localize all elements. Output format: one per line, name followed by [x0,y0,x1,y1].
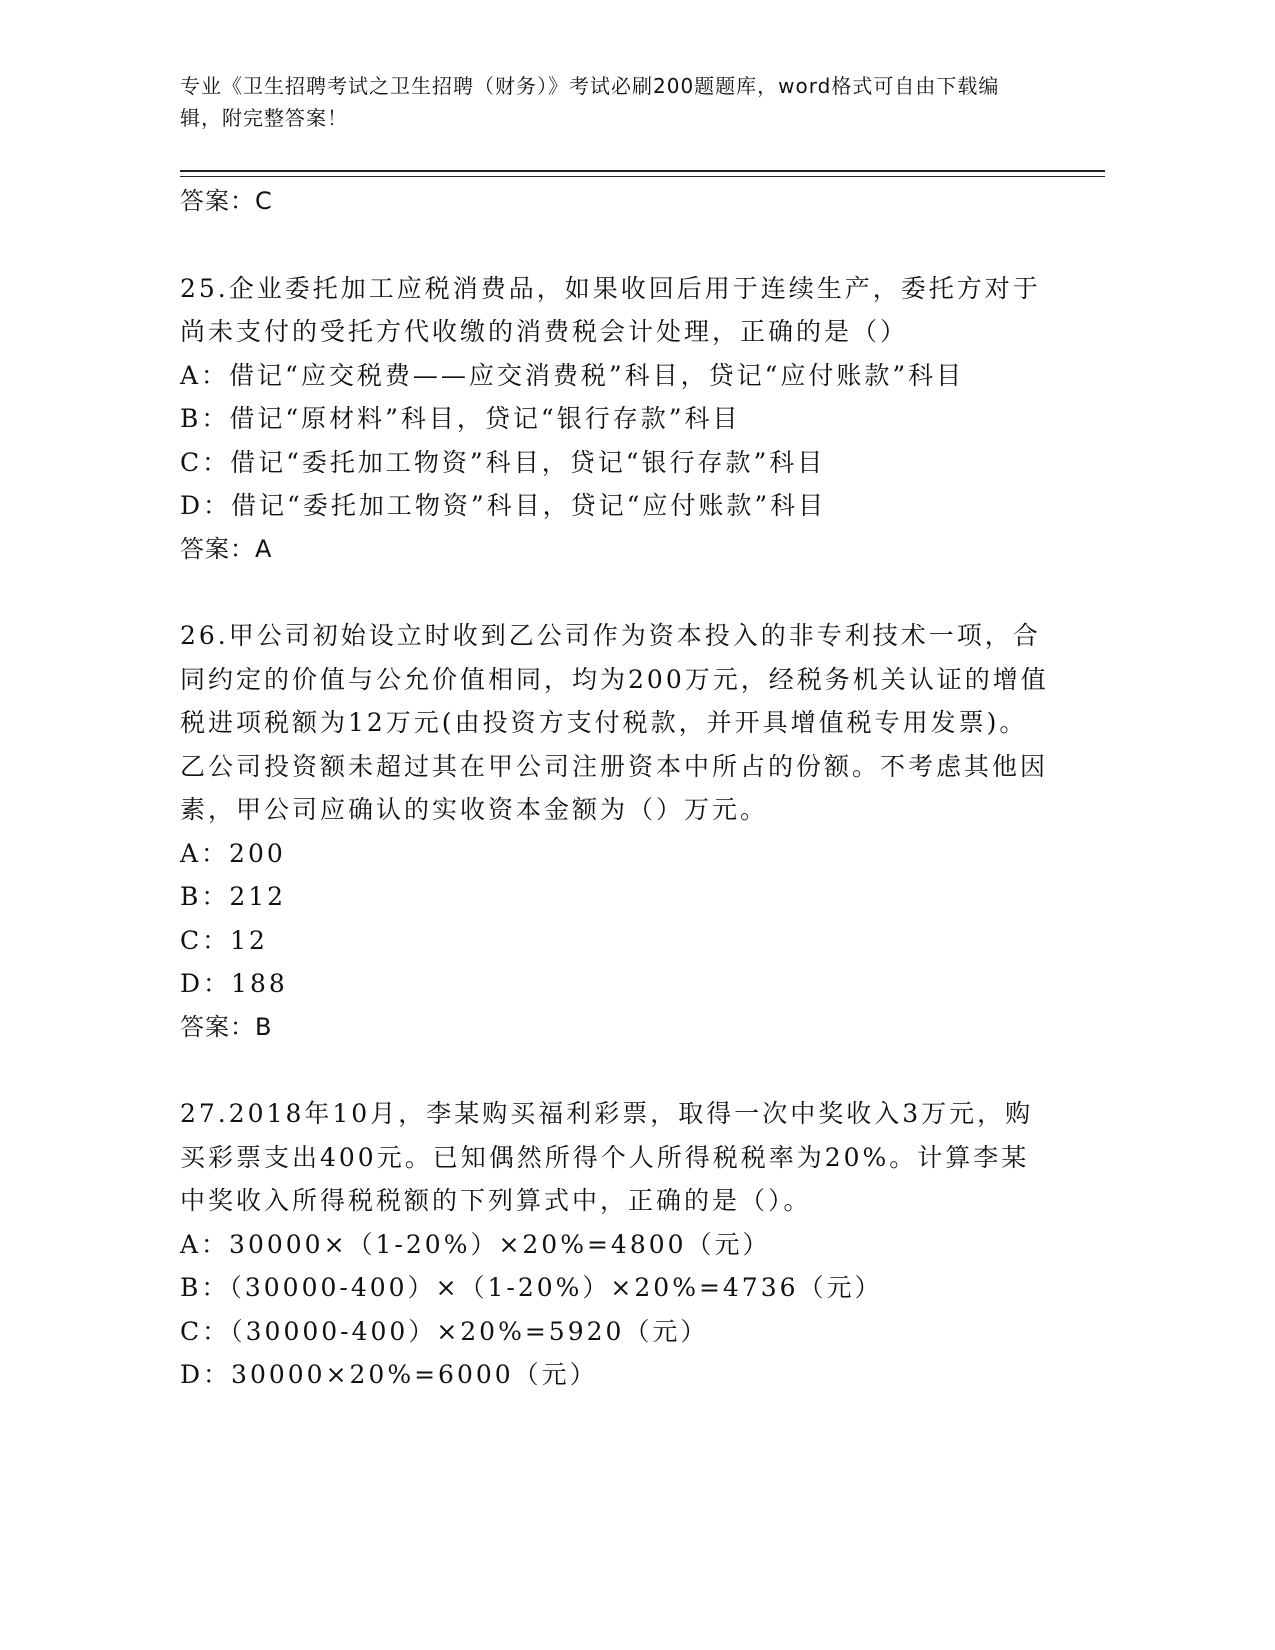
answer: 答案：B [180,1012,273,1041]
spacer [180,571,1050,614]
document-body [180,180,1050,1397]
spacer [180,224,1050,267]
option-c: C：借记“委托加工物资”科目，贷记“银行存款”科目 [180,447,826,477]
option-a: A：200 [180,838,286,868]
spacer [180,1049,1050,1092]
option-d: D：借记“委托加工物资”科目，贷记“应付账款”科目 [180,491,827,520]
question-26 [180,614,1050,1049]
answer: 答案：A [180,534,273,563]
option-d: D：30000×20%=6000（元） [180,1360,598,1389]
question-25 [180,267,1050,572]
option-b: B：（30000-400）×（1-20%）×20%=4736（元） [180,1273,883,1302]
previous-answer: 答案：C [180,187,273,215]
option-a: A：借记“应交税费——应交消费税”科目，贷记“应付账款”科目 [180,360,965,390]
question-stem: 25.企业委托加工应税消费品，如果收回后用于连续生产，委托方对于尚未支付的受托方代收缴的消费税会计处理，正确的是（） [180,273,1041,346]
option-a: A：30000×（1-20%）×20%=4800（元） [180,1229,771,1259]
option-c: C：（30000-400）×20%=5920（元） [180,1316,709,1346]
header-rule-thin [180,176,1105,177]
option-b: B：212 [180,882,287,911]
question-27 [180,1092,1050,1397]
question-stem: 27.2018年10月，李某购买福利彩票，取得一次中奖收入3万元，购买彩票支出400元。已知偶然所得个人所得税税率为20%。计算李某中奖收入所得税税额的下列算式中，正确的是（）。 [180,1099,1034,1215]
question-stem: 26.甲公司初始设立时收到乙公司作为资本投入的非专利技术一项，合同约定的价值与公允价值相同，均为200万元，经税务机关认证的增值税进项税额为12万元(由投资方支付税款，并开具增值税专用发票)。乙公司投资额未超过其在甲公司注册资本中所占的份额。不考虑其他因素，甲公司应确认的实收资本金额为（）万元。 [180,621,1049,824]
header-rule-thick [180,170,1105,172]
document-header: 专业《卫生招聘考试之卫生招聘（财务）》考试必刷200题题库，word格式可自由下载编辑，附完整答案！ [180,74,1000,130]
option-b: B：借记“原材料”科目，贷记“银行存款”科目 [180,404,741,433]
option-c: C：12 [180,925,268,955]
option-d: D：188 [180,969,288,998]
